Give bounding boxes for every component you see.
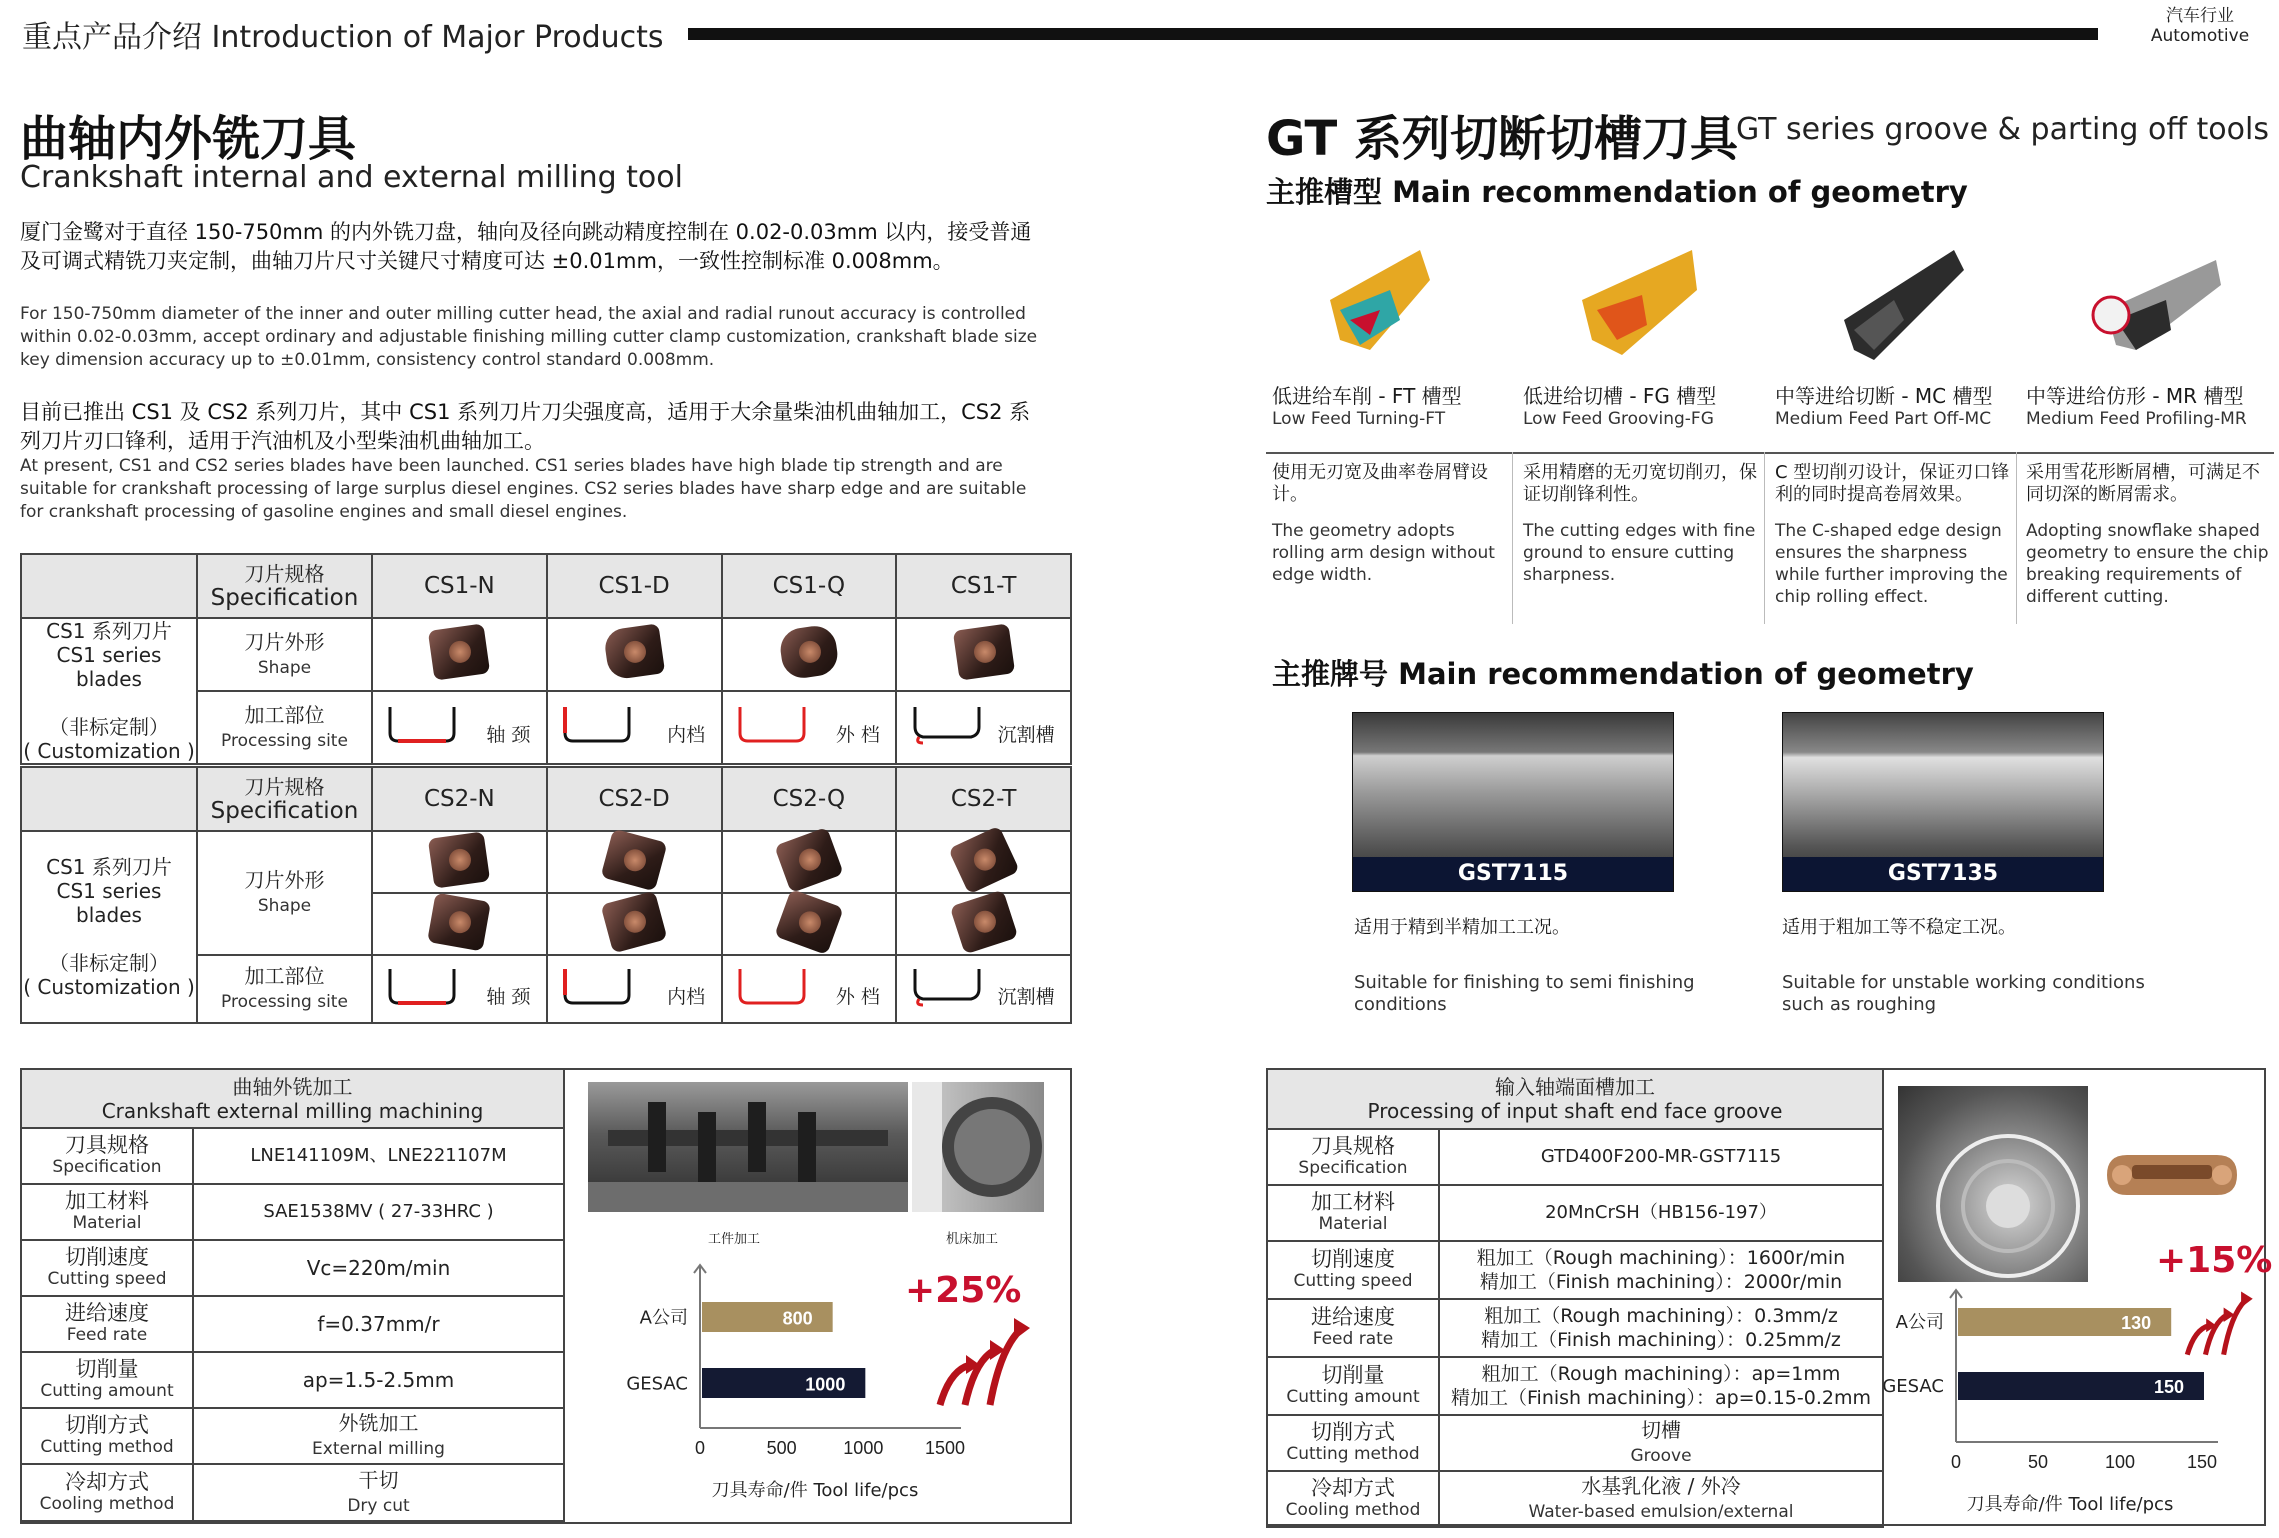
gt-title-en: GT series groove & parting off tools <box>1736 112 2269 147</box>
shape-label: 刀片外形 Shape <box>197 831 372 955</box>
insert-image <box>372 893 547 955</box>
divider <box>2016 452 2017 624</box>
param-value: GTD400F200-MR-GST7115 <box>1439 1129 1883 1185</box>
geometry-ft <box>1270 240 1500 374</box>
workpiece-photo <box>588 1082 908 1212</box>
cs1-table <box>20 553 1072 765</box>
param-value: 粗加工（Rough machining）：1600r/min 精加工（Finish machining）：2000r/min <box>1439 1241 1883 1299</box>
param-value: 20MnCrSH（HB156-197） <box>1439 1185 1883 1241</box>
geometry-ft-label: 低进给车削 - FT 槽型 Low Feed Turning-FT <box>1272 384 1462 429</box>
grade-gst7135-image <box>1782 712 2104 892</box>
param-key: 冷却方式 Cooling method <box>1267 1471 1439 1527</box>
param-value: 切槽 Groove <box>1439 1415 1883 1471</box>
param-value: 粗加工（Rough machining）：ap=1mm 精加工（Finish machining）：ap=0.15-0.2mm <box>1439 1357 1883 1415</box>
geometry-mc-desc: C 型切削刃设计，保证刃口锋利的同时提高卷屑效果。 The C-shaped edge design ensures the sharpness while further improving the chip rolling effect. <box>1775 462 2010 607</box>
crankshaft-desc-en: For 150-750mm diameter of the inner and outer milling cutter head, the axial and radial runout accuracy is controlled within 0.02-0.03mm, accept ordinary and adjustable finishing milling cutter clamp customization, crankshaft blade size key dimension accuracy up to ±0.01mm, consistency control standard 0.008mm. <box>20 304 1038 370</box>
x-tick-label: 500 <box>766 1438 797 1458</box>
header-bar <box>688 28 2098 40</box>
bar-value-label: 150 <box>2153 1377 2184 1397</box>
series-desc-en: At present, CS1 and CS2 series blades have been launched. CS1 series blades have high blade tip strength and are suitable for crankshaft processing of large surplus diesel engines. CS2 series blades have sharp edge and are suitable for crankshaft processing of gasoline engines and small diesel engines. <box>20 456 1027 522</box>
growth-arrows-icon <box>930 1310 1040 1410</box>
geometry-mc <box>1774 240 2004 374</box>
site-label: 加工部位 Processing site <box>197 955 372 1023</box>
machining-title: 曲轴外铣加工 Crankshaft external milling machining <box>21 1069 564 1128</box>
cs2-d-header: CS2-D <box>547 767 722 831</box>
site-inner: 内档 <box>547 691 722 764</box>
grooving-insert-image <box>2092 1140 2252 1210</box>
grade-gst7135-label: GST7135 <box>1783 857 2103 891</box>
cs1-t-header: CS1-T <box>896 554 1071 618</box>
grade-gst7115-cn: 适用于精到半精加工工况。 <box>1354 917 1570 938</box>
geometry-fg-desc: 采用精磨的无刃宽切削刃，保证切削锋利性。 The cutting edges with fine ground to ensure cutting sharpness. <box>1523 462 1757 585</box>
category-label: GESAC <box>1882 1376 1944 1398</box>
site-outer: 外 档 <box>722 955 897 1023</box>
geometry-fg-label: 低进给切槽 - FG 槽型 Low Feed Grooving-FG <box>1523 384 1717 429</box>
series-desc-cn: 目前已推出 CS1 及 CS2 系列刀片，其中 CS1 系列刀片刀尖强度高，适用于大余量柴油机曲轴加工，CS2 系列刀片刃口锋利，适用于汽油机及小型柴油机曲轴加工。 <box>20 400 1031 453</box>
param-key: 切削速度 Cutting speed <box>1267 1241 1439 1299</box>
industry-cn: 汽车行业 <box>2166 6 2234 26</box>
workpiece-caption: 工件加工 <box>708 1232 761 1247</box>
machine-caption: 机床加工 <box>946 1232 999 1247</box>
gt-title: GT 系列切断切槽刀具 <box>1266 111 1739 167</box>
param-value: Vc=220m/min <box>193 1240 564 1296</box>
insert-image <box>547 893 722 955</box>
input-shaft-params-table <box>1266 1068 1884 1528</box>
spec-header: 刀片规格 Specification <box>197 767 372 831</box>
cs1-d-header: CS1-D <box>547 554 722 618</box>
geometry-mc-label: 中等进给切断 - MC 槽型 Medium Feed Part Off-MC <box>1775 384 1993 429</box>
series-label: CS1 系列刀片 CS1 series blades （非标定制） ( Customization ) <box>21 618 197 764</box>
param-key: 刀具规格 Specification <box>21 1128 193 1184</box>
corner-cell <box>21 554 197 618</box>
insert-image <box>722 618 897 691</box>
site-journal: 轴 颈 <box>372 691 547 764</box>
growth-arrows-icon <box>2180 1282 2260 1362</box>
geometry-ft-desc: 使用无刃宽及曲率卷屑臂设计。 The geometry adopts rolling arm design without edge width. <box>1272 462 1495 585</box>
param-key: 进给速度 Feed rate <box>1267 1299 1439 1357</box>
machining-title: 输入轴端面槽加工 Processing of input shaft end face groove <box>1267 1069 1883 1129</box>
param-value: 干切 Dry cut <box>193 1464 564 1521</box>
param-key: 加工材料 Material <box>1267 1185 1439 1241</box>
param-key: 切削方式 Cutting method <box>1267 1415 1439 1471</box>
param-key: 切削量 Cutting amount <box>1267 1357 1439 1415</box>
param-key: 加工材料 Material <box>21 1184 193 1240</box>
page-header-title: 重点产品介绍 Introduction of Major Products <box>22 20 664 55</box>
improvement-badge: +25% <box>905 1270 1022 1311</box>
corner-cell <box>21 767 197 831</box>
param-value: f=0.37mm/r <box>193 1296 564 1352</box>
industry-label <box>2130 6 2270 46</box>
param-value: 粗加工（Rough machining）：0.3mm/z 精加工（Finish machining）：0.25mm/z <box>1439 1299 1883 1357</box>
shape-label: 刀片外形 Shape <box>197 618 372 691</box>
category-label: A公司 <box>1895 1312 1944 1334</box>
param-value: 外铣加工 External milling <box>193 1408 564 1464</box>
cs1-n-header: CS1-N <box>372 554 547 618</box>
bar-value-label: 1000 <box>805 1374 846 1395</box>
param-key: 切削量 Cutting amount <box>21 1352 193 1408</box>
param-key: 冷却方式 Cooling method <box>21 1464 193 1521</box>
crankshaft-params-table <box>20 1068 565 1522</box>
param-key: 刀具规格 Specification <box>1267 1129 1439 1185</box>
insert-image <box>896 618 1071 691</box>
insert-image <box>547 831 722 893</box>
param-value: SAE1538MV ( 27-33HRC ) <box>193 1184 564 1240</box>
industry-en: Automotive <box>2150 26 2250 46</box>
param-key: 进给速度 Feed rate <box>21 1296 193 1352</box>
insert-image <box>372 618 547 691</box>
series-label: CS1 系列刀片 CS1 series blades （非标定制） ( Customization ) <box>21 831 197 1023</box>
cs2-table <box>20 766 1072 1024</box>
grade-gst7115-label: GST7115 <box>1353 857 1673 891</box>
param-value: ap=1.5-2.5mm <box>193 1352 564 1408</box>
x-axis-label: 刀具寿命/件 Tool life/pcs <box>1966 1494 2174 1515</box>
insert-image <box>722 893 897 955</box>
x-tick-label: 150 <box>2186 1452 2218 1472</box>
x-axis-label: 刀具寿命/件 Tool life/pcs <box>711 1480 919 1501</box>
divider <box>1512 452 1513 624</box>
geometry-mr <box>2026 240 2256 374</box>
x-tick-label: 1000 <box>843 1438 884 1458</box>
insert-image <box>372 831 547 893</box>
category-label: A公司 <box>639 1307 688 1329</box>
x-tick-label: 0 <box>694 1438 706 1458</box>
x-tick-label: 100 <box>2104 1452 2136 1472</box>
geometry-mr-desc: 采用雪花形断屑槽，可满足不同切深的断屑需求。 Adopting snowflake shaped geometry to ensure the chip breaking requirements of different cutting. <box>2026 462 2269 607</box>
insert-image <box>547 618 722 691</box>
geometry-mr-label: 中等进给仿形 - MR 槽型 Medium Feed Profiling-MR <box>2026 384 2247 429</box>
geometry-heading: 主推槽型 Main recommendation of geometry <box>1266 175 1968 209</box>
divider <box>1266 452 2274 454</box>
insert-image <box>722 831 897 893</box>
crankshaft-desc-cn: 厦门金鹭对于直径 150-750mm 的内外铣刀盘，轴向及径向跳动精度控制在 0.02-0.03mm 以内，接受普通及可调式精铣刀夹定制，曲轴刀片尺寸关键尺寸精度可达 ±0.01mm，一致性控制标准 0.008mm。 <box>20 220 1032 273</box>
param-key: 切削速度 Cutting speed <box>21 1240 193 1296</box>
grade-gst7135-en: Suitable for unstable working conditions such as roughing <box>1782 972 2145 1015</box>
improvement-badge: +15% <box>2156 1240 2273 1281</box>
insert-image <box>896 893 1071 955</box>
site-label: 加工部位 Processing site <box>197 691 372 764</box>
site-undercut: 沉割槽 <box>896 691 1071 764</box>
param-value: LNE141109M、LNE221107M <box>193 1128 564 1184</box>
divider <box>1764 452 1765 624</box>
x-tick-label: 1500 <box>924 1438 966 1458</box>
site-outer: 外 档 <box>722 691 897 764</box>
spec-header: 刀片规格 Specification <box>197 554 372 618</box>
grade-heading: 主推牌号 Main recommendation of geometry <box>1272 657 1974 691</box>
cs2-t-header: CS2-T <box>896 767 1071 831</box>
x-tick-label: 50 <box>2027 1452 2049 1472</box>
grade-gst7115-image <box>1352 712 1674 892</box>
cs1-q-header: CS1-Q <box>722 554 897 618</box>
machine-photo <box>912 1082 1044 1212</box>
site-journal: 轴 颈 <box>372 955 547 1023</box>
cs2-q-header: CS2-Q <box>722 767 897 831</box>
site-inner: 内档 <box>547 955 722 1023</box>
bar-value-label: 130 <box>2121 1313 2152 1333</box>
crankshaft-title-en: Crankshaft internal and external milling tool <box>20 160 683 195</box>
insert-image <box>896 831 1071 893</box>
input-shaft-photo <box>1898 1086 2088 1282</box>
x-tick-label: 0 <box>1950 1452 1962 1472</box>
bar-value-label: 800 <box>782 1308 813 1329</box>
bar <box>702 1302 833 1332</box>
param-key: 切削方式 Cutting method <box>21 1408 193 1464</box>
grade-gst7115-en: Suitable for finishing to semi finishing conditions <box>1354 972 1695 1015</box>
site-undercut: 沉割槽 <box>896 955 1071 1023</box>
grade-gst7135-cn: 适用于粗加工等不稳定工况。 <box>1782 917 2016 938</box>
crankshaft-title: 曲轴内外铣刀具 <box>20 111 357 167</box>
param-value: 水基乳化液 / 外冷 Water-based emulsion/external <box>1439 1471 1883 1527</box>
category-label: GESAC <box>626 1373 688 1395</box>
geometry-fg <box>1522 240 1752 374</box>
cs2-n-header: CS2-N <box>372 767 547 831</box>
